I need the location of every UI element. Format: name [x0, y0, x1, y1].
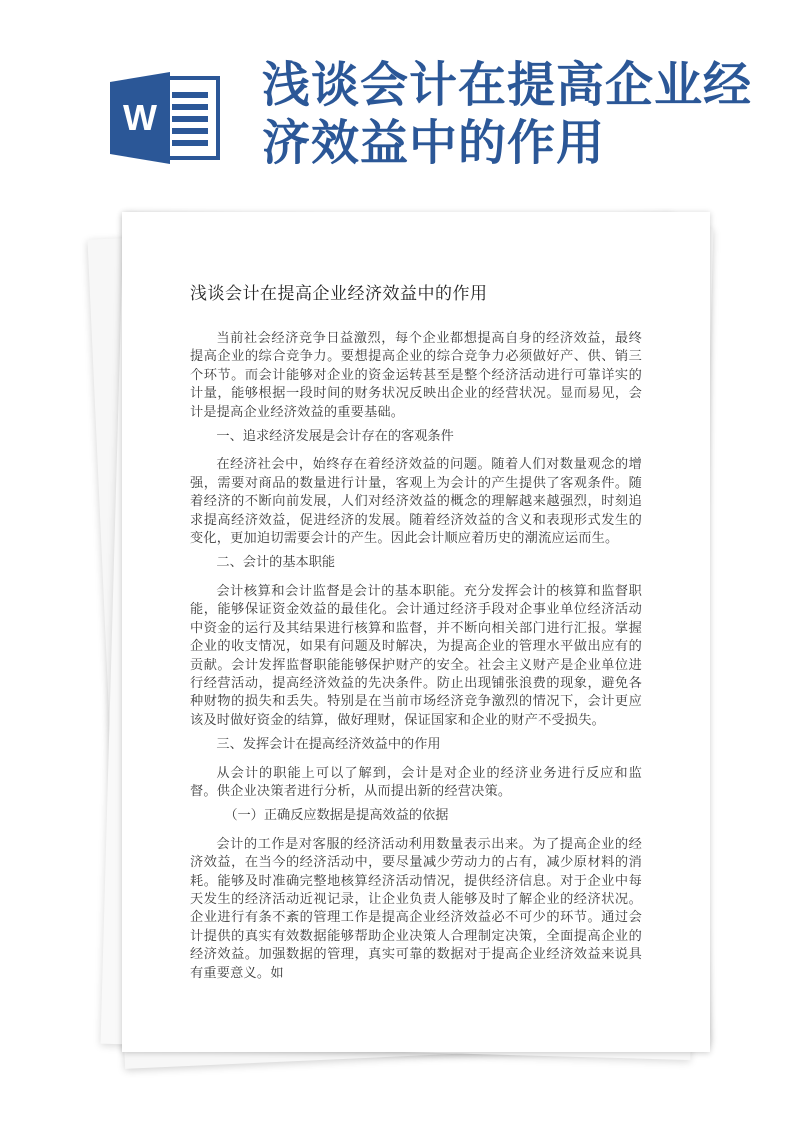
page-title: 浅谈会计在提高企业经济效益中的作用: [262, 57, 753, 171]
document-page: [122, 212, 710, 1052]
section-heading: 二、会计的基本职能: [216, 555, 336, 571]
paragraph: 会计的工作是对客服的经济活动利用数量表示出来。为了提高企业的经济效益，在当今的经济活动中，要尽量减少劳动力的占有，减少原材料的消耗。能够及时准确完整地核算经济活动情况，提供经济信息。对于企业中每天发生的经济活动近视记录，让企业负责人能够及时了解企业的经济状况。企业进行有条不紊的管理工作是提高企业经济效益必不可少的环节。通过会计提供的真实有效数据能够帮助企业决策人合理制定决策，全面提高企业的经济效益。加强数据的管理，真实可靠的数据对于提高企业经济效益来说具有重要意义。如: [190, 836, 642, 981]
document-body: [190, 282, 642, 989]
svg-text:W: W: [123, 97, 157, 138]
paragraph: 会计核算和会计监督是会计的基本职能。充分发挥会计的核算和监督职能，能够保证资金效益的最佳化。会计通过经济手段对企事业单位经济活动中资金的运行及其结果进行核算和监督，并不断向相关部门进行汇报。掌握企业的收支情况，如果有问题及时解决，为提高企业的管理水平做出应有的贡献。会计发挥监督职能能够保护财产的安全。社会主义财产是企业单位进行经营活动，提高经济效益的先决条件。防止出现铺张浪费的现象，避免各种财物的损失和丢失。特别是在当前市场经济竞争激烈的情况下，会计更应该及时做好资金的结算，做好理财，保证国家和企业的财产不受损失。: [190, 583, 642, 728]
section-heading: 一、追求经济发展是会计存在的客观条件: [216, 429, 454, 445]
word-document-icon: [110, 72, 222, 164]
paragraph: 在经济社会中，始终存在着经济效益的问题。随着人们对数量观念的增强，需要对商品的数量进行计量，客观上为会计的产生提供了客观条件。随着经济的不断向前发展，人们对经济效益的概念的理解越来越强烈，时刻追求提高经济效益，促进经济的发展。随着经济效益的含义和表现形式发生的变化，更加迫切需要会计的产生。因此会计顺应着历史的潮流应运而生。: [190, 457, 642, 547]
section-heading: 三、发挥会计在提高经济效益中的作用: [216, 737, 441, 753]
paragraph: 当前社会经济竞争日益激烈，每个企业都想提高自身的经济效益，最终提高企业的综合竞争力。要想提高企业的综合竞争力必须做好产、供、销三个环节。而会计能够对企业的资金运转甚至是整个经济活动进行可靠详实的计量，能够根据一段时间的财务状况反映出企业的经营状况。显而易见，会计是提高企业经济效益的重要基础。: [190, 331, 642, 420]
document-title: 浅谈会计在提高企业经济效益中的作用: [190, 284, 488, 304]
section-heading: （一）正确反应数据是提高效益的依据: [224, 808, 449, 824]
document-blocks: [190, 330, 642, 983]
paragraph: 从会计的职能上可以了解到，会计是对企业的经济业务进行反应和监督。供企业决策者进行分析，从而提出新的经营决策。: [190, 765, 642, 799]
